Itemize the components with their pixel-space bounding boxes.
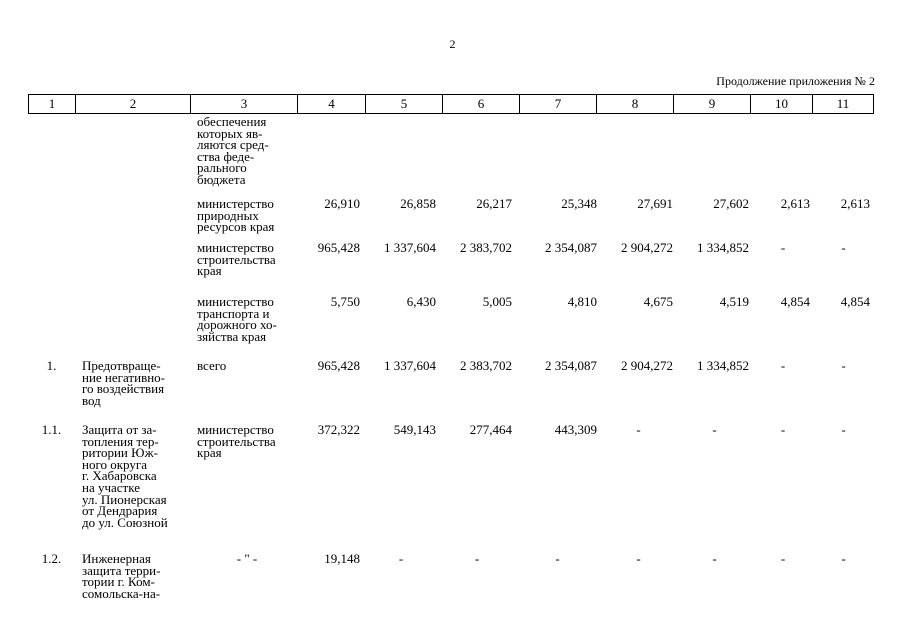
table-row-0-executor: обеспечения которых яв- ляются сред- ства феде- рального бюджета [197,114,269,187]
header-col-3: 3 [191,95,298,114]
value-cell-col6: 2 383,702 [460,240,512,255]
value-cell-col4: 26,910 [324,196,360,211]
value-cell-col10: 4,854 [780,294,810,309]
header-col-11: 11 [813,95,874,114]
item-number-cell: 1.1. [41,422,62,437]
value-cell-col8: 27,691 [637,196,673,211]
value-cell-col11: 2,613 [840,196,870,211]
value-cell-col8: 2 904,272 [621,358,673,373]
header-col-10: 10 [751,95,813,114]
value-cell-col5: 6,430 [406,294,436,309]
value-cell-col10: - [780,240,786,255]
value-cell-col7: 443,309 [554,422,597,437]
value-cell-col5: 549,143 [393,422,436,437]
value-cell-col9: 1 334,852 [697,240,749,255]
executor-cell: министерство природных ресурсов края [197,196,275,235]
value-cell-col7: 2 354,087 [545,358,597,373]
value-cell-col4: 965,428 [317,358,360,373]
header-col-2: 2 [76,95,191,114]
value-cell-col4: 372,322 [317,422,360,437]
executor-cell: - " - [236,551,258,566]
value-cell-col7: 2 354,087 [545,240,597,255]
item-number-cell: 1. [46,358,57,373]
value-cell-col10: - [780,551,786,566]
executor-cell: министерство транспорта и дорожного хо- зяйства края [197,294,277,344]
value-cell-col5: - [398,551,404,566]
header-col-9: 9 [674,95,751,114]
item-number-cell: 1.2. [41,551,62,566]
value-cell-col11: 4,854 [840,294,870,309]
value-cell-col8: - [636,551,641,566]
header-col-5: 5 [366,95,443,114]
header-col-6: 6 [443,95,520,114]
value-cell-col5: 1 337,604 [384,240,436,255]
value-cell-col8: 4,675 [643,294,673,309]
value-cell-col9: - [712,422,717,437]
value-cell-col11: - [841,551,846,566]
page-number: 2 [449,37,456,51]
value-cell-col6: 5,005 [482,294,512,309]
executor-cell: всего [197,358,227,373]
executor-cell: министерство строительства края [197,240,276,279]
value-cell-col5: 1 337,604 [384,358,436,373]
value-cell-col6: 277,464 [469,422,512,437]
value-cell-col4: 19,148 [324,551,360,566]
header-col-7: 7 [520,95,597,114]
value-cell-col9: 4,519 [719,294,749,309]
header-col-4: 4 [298,95,366,114]
value-cell-col6: 26,217 [476,196,512,211]
value-cell-col6: 2 383,702 [460,358,512,373]
value-cell-col5: 26,858 [400,196,436,211]
value-cell-col7: - [555,551,560,566]
value-cell-col11: - [841,422,846,437]
value-cell-col4: 5,750 [330,294,360,309]
item-name-cell: Инженерная защита терри- тории г. Ком- сомольска-на- [82,551,161,601]
value-cell-col8: 2 904,272 [621,240,673,255]
appendix-continuation-note: Продолжение приложения № 2 [716,74,875,88]
value-cell-col9: 27,602 [713,196,749,211]
value-cell-col8: - [636,422,641,437]
item-name-cell: Предотвраще- ние негативно- го воздействия вод [82,358,165,408]
header-col-1: 1 [29,95,76,114]
value-cell-col7: 25,348 [561,196,597,211]
column-number-header [28,94,874,114]
value-cell-col10: 2,613 [780,196,810,211]
value-cell-col11: - [841,240,846,255]
value-cell-col4: 965,428 [317,240,360,255]
value-cell-col7: 4,810 [567,294,597,309]
value-cell-col10: - [780,358,786,373]
item-name-cell: Защита от за- топления тер- ритории Юж- ного округа г. Хабаровска на участке ул. Пионерская от Дендрария до ул. Союзной [82,422,168,530]
executor-cell: министерство строительства края [197,422,276,461]
value-cell-col11: - [841,358,846,373]
value-cell-col10: - [780,422,786,437]
value-cell-col9: - [712,551,717,566]
value-cell-col9: 1 334,852 [697,358,749,373]
header-col-8: 8 [597,95,674,114]
value-cell-col6: - [474,551,480,566]
